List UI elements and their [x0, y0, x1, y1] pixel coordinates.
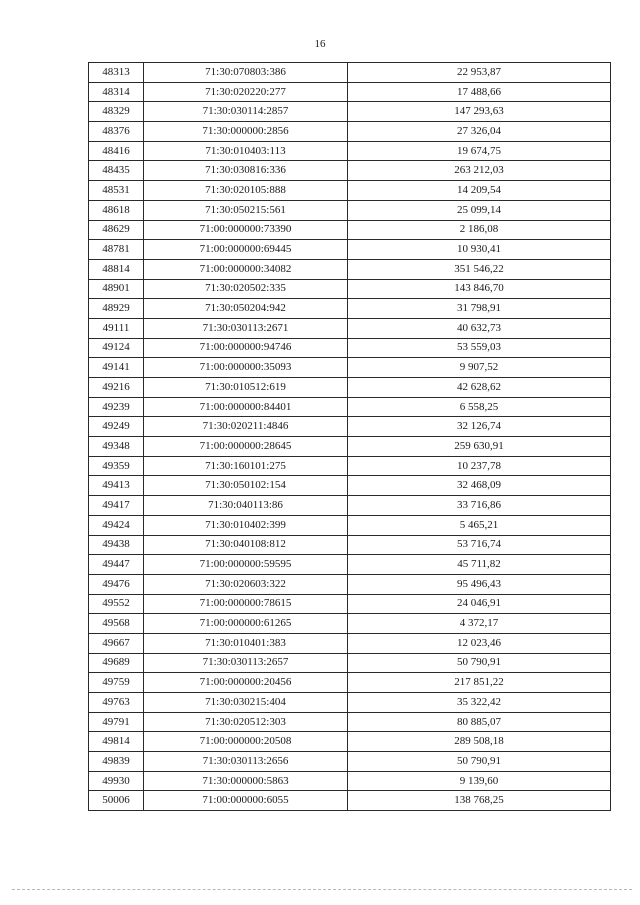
value-cell: 138 768,25	[348, 791, 611, 811]
record-number-cell: 48629	[89, 220, 144, 240]
table-row	[89, 102, 611, 122]
value-cell: 9 907,52	[348, 358, 611, 378]
record-number-cell: 49930	[89, 771, 144, 791]
cadastral-number-cell: 71:00:000000:84401	[144, 397, 348, 417]
cadastral-number-cell: 71:30:020220:277	[144, 82, 348, 102]
footer-rule	[12, 889, 632, 890]
record-number-cell: 49111	[89, 318, 144, 338]
cadastral-number-cell: 71:30:010402:399	[144, 515, 348, 535]
cadastral-number-cell: 71:00:000000:20508	[144, 732, 348, 752]
cadastral-number-cell: 71:30:030114:2857	[144, 102, 348, 122]
cadastral-number-cell: 71:00:000000:69445	[144, 240, 348, 260]
value-cell: 40 632,73	[348, 318, 611, 338]
table-row	[89, 574, 611, 594]
value-cell: 17 488,66	[348, 82, 611, 102]
cadastral-number-cell: 71:00:000000:61265	[144, 614, 348, 634]
cadastral-number-cell: 71:30:010401:383	[144, 633, 348, 653]
table-row	[89, 653, 611, 673]
record-number-cell: 48901	[89, 279, 144, 299]
cadastral-number-cell: 71:30:000000:5863	[144, 771, 348, 791]
cadastral-number-cell: 71:30:000000:2856	[144, 122, 348, 142]
record-number-cell: 48618	[89, 200, 144, 220]
record-number-cell: 49249	[89, 417, 144, 437]
value-cell: 351 546,22	[348, 259, 611, 279]
table-row	[89, 141, 611, 161]
value-cell: 50 790,91	[348, 752, 611, 772]
cadastral-number-cell: 71:00:000000:20456	[144, 673, 348, 693]
table-row	[89, 82, 611, 102]
record-number-cell: 48416	[89, 141, 144, 161]
value-cell: 259 630,91	[348, 437, 611, 457]
cadastral-number-cell: 71:30:020211:4846	[144, 417, 348, 437]
record-number-cell: 48531	[89, 181, 144, 201]
value-cell: 143 846,70	[348, 279, 611, 299]
table-row	[89, 378, 611, 398]
table-row	[89, 338, 611, 358]
table-row	[89, 791, 611, 811]
value-cell: 10 930,41	[348, 240, 611, 260]
record-number-cell: 49552	[89, 594, 144, 614]
record-number-cell: 49348	[89, 437, 144, 457]
record-number-cell: 49359	[89, 456, 144, 476]
table-row	[89, 614, 611, 634]
cadastral-number-cell: 71:30:040113:86	[144, 496, 348, 516]
table-row	[89, 417, 611, 437]
table-row	[89, 161, 611, 181]
value-cell: 14 209,54	[348, 181, 611, 201]
record-number-cell: 49216	[89, 378, 144, 398]
value-cell: 80 885,07	[348, 712, 611, 732]
record-number-cell: 48435	[89, 161, 144, 181]
table-row	[89, 279, 611, 299]
record-number-cell: 49424	[89, 515, 144, 535]
value-cell: 19 674,75	[348, 141, 611, 161]
record-number-cell: 49568	[89, 614, 144, 634]
value-cell: 10 237,78	[348, 456, 611, 476]
page-number: 16	[314, 38, 326, 50]
cadastral-number-cell: 71:00:000000:78615	[144, 594, 348, 614]
table-row	[89, 437, 611, 457]
value-cell: 2 186,08	[348, 220, 611, 240]
cadastral-number-cell: 71:30:030113:2671	[144, 318, 348, 338]
record-number-cell: 48376	[89, 122, 144, 142]
record-number-cell: 48781	[89, 240, 144, 260]
table-row	[89, 318, 611, 338]
record-number-cell: 48929	[89, 299, 144, 319]
cadastral-number-cell: 71:30:010512:619	[144, 378, 348, 398]
table-row	[89, 456, 611, 476]
record-number-cell: 49447	[89, 555, 144, 575]
records-table-body	[89, 63, 611, 811]
record-number-cell: 49438	[89, 535, 144, 555]
value-cell: 147 293,63	[348, 102, 611, 122]
record-number-cell: 49839	[89, 752, 144, 772]
cadastral-number-cell: 71:30:010403:113	[144, 141, 348, 161]
cadastral-number-cell: 71:00:000000:35093	[144, 358, 348, 378]
record-number-cell: 49239	[89, 397, 144, 417]
table-row	[89, 515, 611, 535]
table-row	[89, 633, 611, 653]
value-cell: 5 465,21	[348, 515, 611, 535]
value-cell: 12 023,46	[348, 633, 611, 653]
cadastral-number-cell: 71:30:050215:561	[144, 200, 348, 220]
table-row	[89, 693, 611, 713]
cadastral-number-cell: 71:00:000000:73390	[144, 220, 348, 240]
record-number-cell: 48814	[89, 259, 144, 279]
record-number-cell: 49759	[89, 673, 144, 693]
record-number-cell: 49791	[89, 712, 144, 732]
table-row	[89, 220, 611, 240]
value-cell: 95 496,43	[348, 574, 611, 594]
table-row	[89, 752, 611, 772]
record-number-cell: 48329	[89, 102, 144, 122]
record-number-cell: 49413	[89, 476, 144, 496]
record-number-cell: 48314	[89, 82, 144, 102]
cadastral-number-cell: 71:00:000000:59595	[144, 555, 348, 575]
table-row	[89, 712, 611, 732]
cadastral-number-cell: 71:30:050102:154	[144, 476, 348, 496]
value-cell: 50 790,91	[348, 653, 611, 673]
cadastral-number-cell: 71:30:050204:942	[144, 299, 348, 319]
cadastral-number-cell: 71:30:030113:2657	[144, 653, 348, 673]
cadastral-number-cell: 71:00:000000:94746	[144, 338, 348, 358]
record-number-cell: 49814	[89, 732, 144, 752]
value-cell: 33 716,86	[348, 496, 611, 516]
cadastral-number-cell: 71:00:000000:6055	[144, 791, 348, 811]
record-number-cell: 49667	[89, 633, 144, 653]
record-number-cell: 49417	[89, 496, 144, 516]
value-cell: 263 212,03	[348, 161, 611, 181]
table-row	[89, 358, 611, 378]
cadastral-number-cell: 71:00:000000:34082	[144, 259, 348, 279]
cadastral-number-cell: 71:30:020512:303	[144, 712, 348, 732]
cadastral-number-cell: 71:30:020502:335	[144, 279, 348, 299]
cadastral-number-cell: 71:30:070803:386	[144, 63, 348, 83]
table-row	[89, 555, 611, 575]
table-row	[89, 771, 611, 791]
value-cell: 9 139,60	[348, 771, 611, 791]
table-row	[89, 496, 611, 516]
record-number-cell: 49689	[89, 653, 144, 673]
value-cell: 289 508,18	[348, 732, 611, 752]
value-cell: 4 372,17	[348, 614, 611, 634]
cadastral-number-cell: 71:30:020105:888	[144, 181, 348, 201]
value-cell: 217 851,22	[348, 673, 611, 693]
value-cell: 31 798,91	[348, 299, 611, 319]
table-row	[89, 200, 611, 220]
table-row	[89, 181, 611, 201]
value-cell: 35 322,42	[348, 693, 611, 713]
record-number-cell: 49141	[89, 358, 144, 378]
value-cell: 32 126,74	[348, 417, 611, 437]
value-cell: 25 099,14	[348, 200, 611, 220]
cadastral-number-cell: 71:00:000000:28645	[144, 437, 348, 457]
table-row	[89, 259, 611, 279]
record-number-cell: 50006	[89, 791, 144, 811]
value-cell: 24 046,91	[348, 594, 611, 614]
table-row	[89, 397, 611, 417]
value-cell: 32 468,09	[348, 476, 611, 496]
table-row	[89, 476, 611, 496]
value-cell: 27 326,04	[348, 122, 611, 142]
cadastral-number-cell: 71:30:020603:322	[144, 574, 348, 594]
table-row	[89, 299, 611, 319]
value-cell: 22 953,87	[348, 63, 611, 83]
record-number-cell: 49476	[89, 574, 144, 594]
table-row	[89, 673, 611, 693]
table-row	[89, 240, 611, 260]
record-number-cell: 49763	[89, 693, 144, 713]
record-number-cell: 49124	[89, 338, 144, 358]
cadastral-number-cell: 71:30:160101:275	[144, 456, 348, 476]
table-row	[89, 63, 611, 83]
records-table	[88, 62, 611, 811]
record-number-cell: 48313	[89, 63, 144, 83]
value-cell: 53 716,74	[348, 535, 611, 555]
value-cell: 45 711,82	[348, 555, 611, 575]
cadastral-number-cell: 71:30:030215:404	[144, 693, 348, 713]
table-row	[89, 594, 611, 614]
table-row	[89, 122, 611, 142]
value-cell: 6 558,25	[348, 397, 611, 417]
table-row	[89, 535, 611, 555]
cadastral-number-cell: 71:30:040108:812	[144, 535, 348, 555]
cadastral-number-cell: 71:30:030816:336	[144, 161, 348, 181]
value-cell: 42 628,62	[348, 378, 611, 398]
cadastral-number-cell: 71:30:030113:2656	[144, 752, 348, 772]
table-row	[89, 732, 611, 752]
value-cell: 53 559,03	[348, 338, 611, 358]
